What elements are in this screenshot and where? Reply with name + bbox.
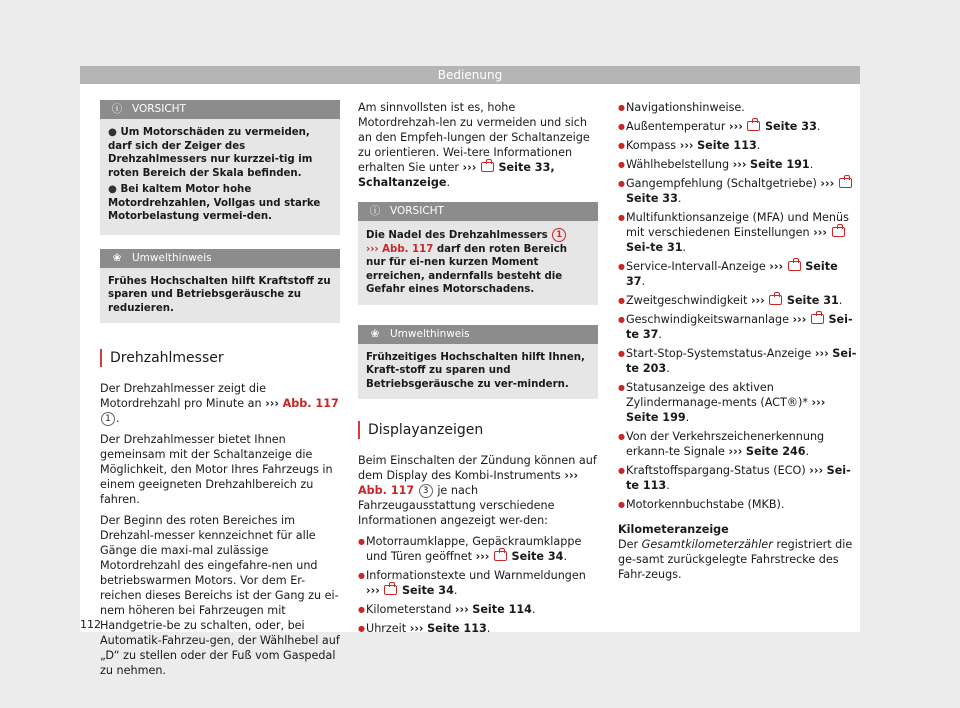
page-link[interactable]: Seite 113	[697, 139, 757, 152]
page-link[interactable]: Seite 33, Schaltanzeige	[358, 161, 555, 189]
book-icon	[788, 261, 801, 271]
paragraph: Beim Einschalten der Zündung können auf dem Display des Kombi-Instruments ››› Abb. 117 3 je nach Fahrzeugausstattung verschiedene Informationen angezeigt wer-den:	[358, 454, 597, 527]
page-link[interactable]: Seite 199	[626, 411, 686, 424]
caution-body	[100, 119, 340, 235]
paragraph: Der Gesamtkilometerzähler registriert die ge-samt zurückgelegte Fahrstrecke des Fahr-zeugs.	[618, 538, 853, 581]
callout-number: 3	[419, 484, 433, 498]
book-icon	[747, 121, 760, 131]
caution-icon: ⓘ	[111, 103, 123, 115]
ref-arrow-icon: ›››	[820, 177, 835, 190]
ref-arrow-icon: ›››	[454, 603, 469, 616]
subheading: Kilometeranzeige	[618, 523, 729, 536]
environment-body: Frühes Hochschalten hilft Kraftstoff zu sparen und Betriebsgeräusche zu reduzieren.	[100, 268, 340, 324]
list-item: ● Kraftstoffspargang-Status (ECO) ››› Sei-te 113.	[618, 463, 858, 493]
list-item: ● Geschwindigkeitswarnanlage ››› Sei-te 37.	[618, 312, 858, 342]
environment-box	[358, 325, 598, 400]
environment-header: ❀ Umwelthinweis	[100, 249, 340, 268]
caution-bullet: ● Bei kaltem Motor hohe Motordrehzahlen, Vollgas und starke Motorbelastung vermei-den.	[108, 184, 321, 222]
caution-bullet: ● Um Motorschäden zu vermeiden, darf sich der Zeiger des Drehzahlmessers nur kurzzei-tig im roten Bereich der Skala befinden.	[108, 127, 313, 179]
section-title: Drehzahlmesser	[100, 349, 340, 367]
environment-box	[100, 249, 340, 324]
caution-header: ⓘ VORSICHT	[358, 202, 598, 221]
list-item: ● Kilometerstand ››› Seite 114.	[358, 602, 598, 617]
page-link[interactable]: Seite 34	[401, 584, 454, 597]
callout-number: 1	[101, 412, 115, 426]
caution-box	[100, 100, 340, 235]
environment-header: ❀ Umwelthinweis	[358, 325, 598, 344]
page-link[interactable]: Seite 34	[511, 550, 564, 563]
book-icon	[769, 295, 782, 305]
ref-arrow-icon: ›››	[728, 445, 743, 458]
page-link[interactable]: Seite 33	[764, 120, 817, 133]
caution-header: ⓘ VORSICHT	[100, 100, 340, 119]
column-2	[358, 100, 598, 642]
ref-arrow-icon: ›››	[813, 226, 827, 239]
leaf-icon: ❀	[370, 327, 380, 340]
paragraph: Am sinnvollsten ist es, hohe Motordrehzah-len zu vermeiden und sich an den Empfeh-lungen der Schaltanzeige zu orientieren. Wei-tere Informationen erhalten Sie unter ››› Seite 33, Schaltanzeige.	[358, 101, 590, 189]
figure-link[interactable]: Abb. 117	[282, 397, 339, 410]
section-title: Displayanzeigen	[358, 421, 598, 439]
leaf-icon: ❀	[112, 251, 122, 264]
page-link[interactable]: Seite 113	[427, 622, 487, 635]
page-link[interactable]: Seite 114	[472, 603, 532, 616]
list-item: ● Informationstexte und Warnmeldungen ››› Seite 34.	[358, 568, 598, 598]
column-1	[100, 100, 340, 684]
ref-arrow-icon: ›››	[792, 313, 807, 326]
list-item: ● Motorraumklappe, Gepäckraumklappe und Türen geöffnet ››› Seite 34.	[358, 534, 598, 564]
book-icon	[832, 227, 845, 237]
ref-arrow-icon: ›››	[366, 584, 380, 597]
book-icon	[839, 178, 852, 188]
list-item: ● Uhrzeit ››› Seite 113.	[358, 621, 598, 636]
ref-arrow-icon: ›››	[732, 158, 747, 171]
book-icon	[494, 551, 507, 561]
display-list	[618, 100, 858, 512]
list-item: ● Service-Intervall-Anzeige ››› Seite 37.	[618, 259, 858, 289]
page-number: 112	[80, 618, 101, 631]
ref-arrow-icon: ›››	[679, 139, 694, 152]
page-link[interactable]: Sei-te 113	[626, 464, 851, 492]
ref-arrow-icon: ›››	[462, 161, 477, 174]
figure-link[interactable]: Abb. 117	[382, 243, 434, 255]
book-icon	[811, 314, 824, 324]
paragraph: Der Beginn des roten Bereiches im Drehzahl-messer kennzeichnet für alle Gänge die maxi-mal zulässige Motordrehzahl des eingefahre-nen und betriebswarmen Motors. Vor dem Er-reichen dieses Bereichs ist der Gang zu ei-nem höheren bei Fahrzeugen mit Handgetrie-be zu schalten, oder, bei Automatik-Fahrzeu-gen, der Wählhebel auf „D“ zu stellen oder der Fuß vom Gaspedal zu nehmen.	[100, 514, 340, 677]
paragraph: Der Drehzahlmesser bietet Ihnen gemeinsam mit der Schaltanzeige die Möglichkeit, den Motor Ihres Fahrzeugs in einem geeigneten Drehzahlbereich zu fahren.	[100, 433, 333, 506]
ref-arrow-icon: ›››	[729, 120, 743, 133]
list-item: ● Gangempfehlung (Schaltgetriebe) ››› Seite 33.	[618, 176, 858, 206]
page-link[interactable]: Sei-te 31	[626, 241, 683, 254]
book-icon	[384, 585, 397, 595]
page-link[interactable]: Seite 246	[745, 445, 806, 458]
column-3	[618, 100, 858, 588]
list-item: ● Multifunktionsanzeige (MFA) und Menüs mit verschiedenen Einstellungen ››› Sei-te 31.	[618, 210, 858, 255]
environment-body: Frühzeitiges Hochschalten hilft Ihnen, Kraft-stoff zu sparen und Betriebsgeräusche zu ver-mindern.	[358, 344, 598, 400]
paragraph: Der Drehzahlmesser zeigt die Motordrehzahl pro Minute an ››› Abb. 117 1 .	[100, 382, 339, 425]
ref-arrow-icon: ›››	[811, 396, 826, 409]
list-item: ● Kompass ››› Seite 113.	[618, 138, 858, 153]
page-header: Bedienung	[80, 66, 860, 84]
page-link[interactable]: Seite 37	[626, 260, 838, 288]
page-link[interactable]: Seite 191	[750, 158, 810, 171]
page-link[interactable]: Seite 31	[786, 294, 839, 307]
caution-box	[358, 202, 598, 305]
ref-arrow-icon: ›››	[809, 464, 824, 477]
ref-arrow-icon: ›››	[769, 260, 784, 273]
list-item: ● Motorkennbuchstabe (MKB).	[618, 497, 858, 512]
page-link[interactable]: Sei-te 203	[626, 347, 857, 375]
list-item: ● Wählhebelstellung ››› Seite 191.	[618, 157, 858, 172]
ref-arrow-icon: ›››	[750, 294, 765, 307]
page-link[interactable]: Sei-te 37	[626, 313, 853, 341]
page-link[interactable]: Seite 33	[626, 192, 678, 205]
list-item: ● Navigationshinweise.	[618, 100, 858, 115]
display-list	[358, 534, 598, 636]
callout-number: 1	[552, 228, 566, 242]
ref-arrow-icon: ›››	[814, 347, 829, 360]
book-icon	[481, 162, 494, 172]
ref-arrow-icon: ›››	[475, 550, 490, 563]
ref-arrow-icon: ›››	[265, 397, 280, 410]
figure-link[interactable]: Abb. 117	[358, 484, 415, 497]
caution-body: Die Nadel des Drehzahlmessers 1 ››› Abb. 117 darf den roten Bereich nur für ei-nen kurzen Moment erreichen, andernfalls besteht die Gefahr eines Motorschadens.	[358, 221, 598, 305]
list-item: ● Statusanzeige des aktiven Zylindermanage-ments (ACT®)* ››› Seite 199.	[618, 380, 858, 425]
caution-icon: ⓘ	[369, 205, 381, 217]
list-item: ● Von der Verkehrszeichenerkennung erkann-te Signale ››› Seite 246.	[618, 429, 858, 459]
manual-page	[80, 66, 860, 677]
list-item: ● Start-Stop-Systemstatus-Anzeige ››› Sei-te 203.	[618, 346, 858, 376]
list-item: ● Zweitgeschwindigkeit ››› Seite 31.	[618, 293, 858, 308]
list-item: ● Außentemperatur ››› Seite 33.	[618, 119, 858, 134]
ref-arrow-icon: ›››	[409, 622, 424, 635]
